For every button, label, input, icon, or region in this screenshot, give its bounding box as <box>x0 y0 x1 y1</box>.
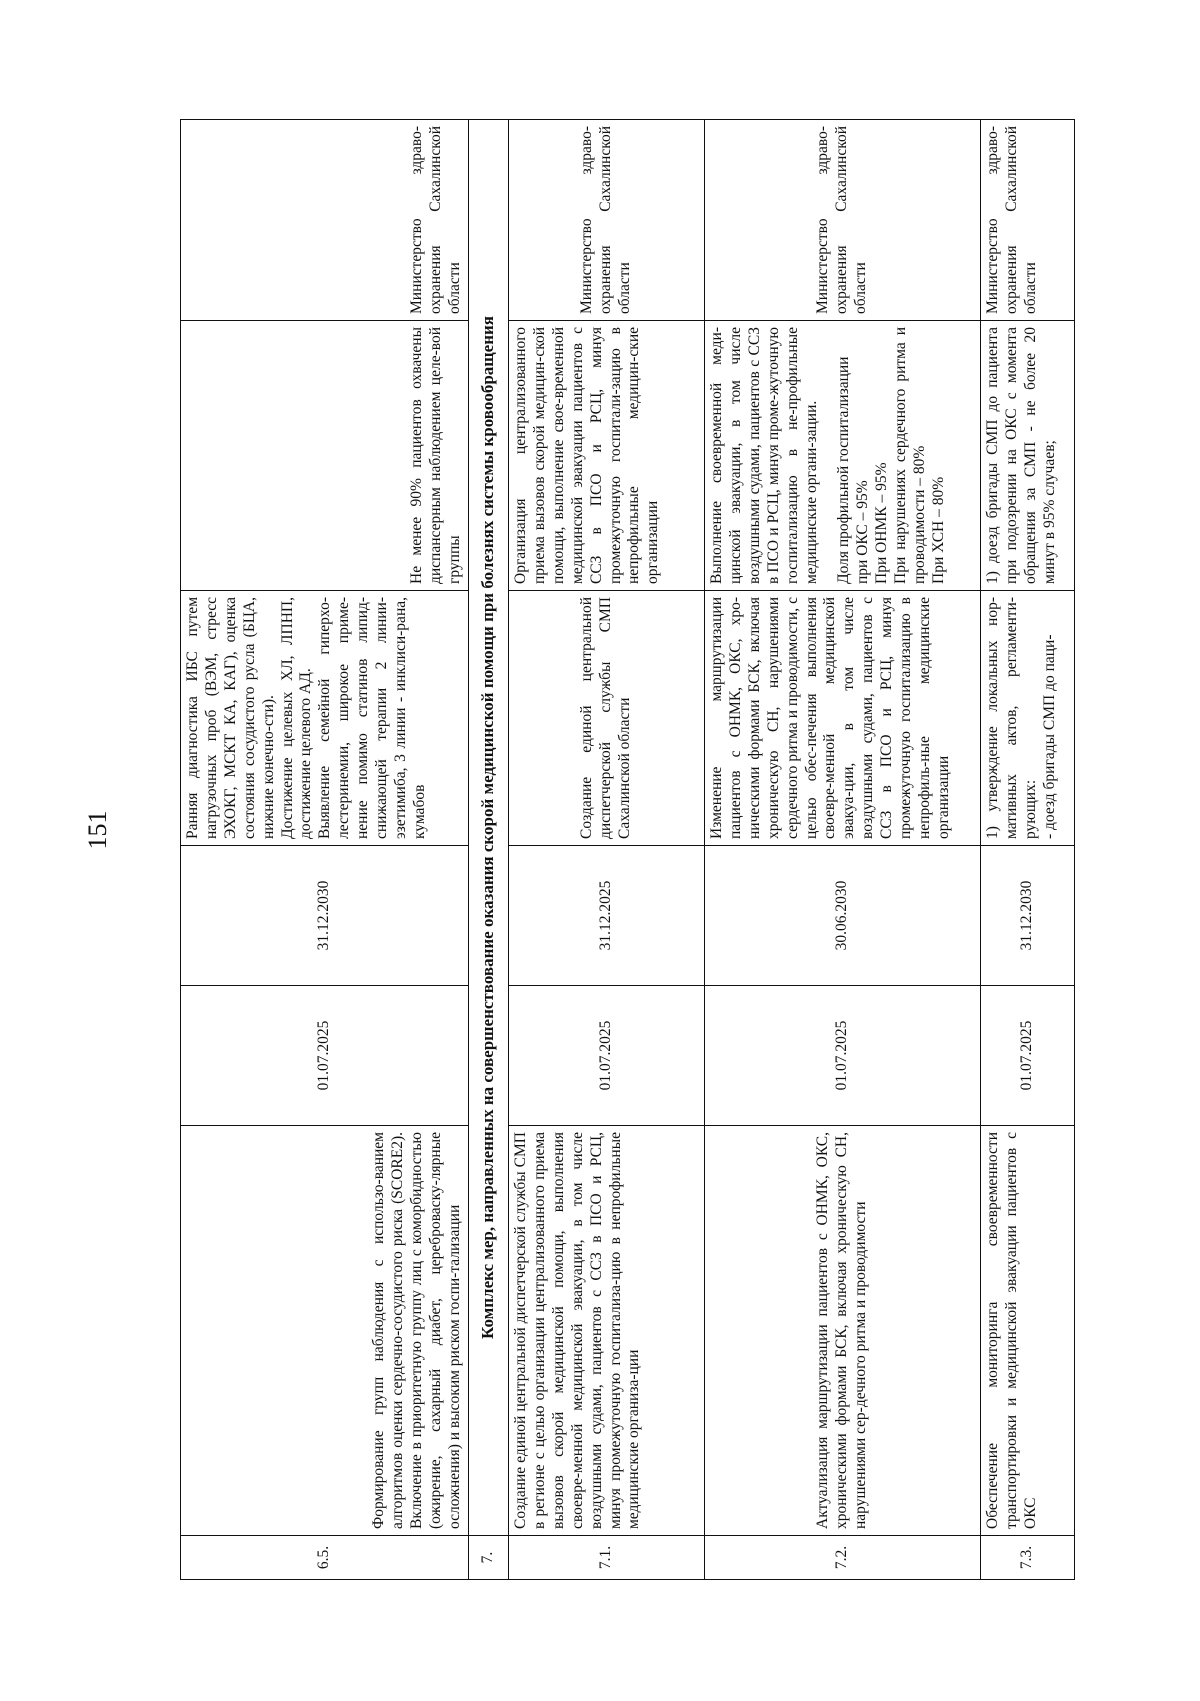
start-date: 01.07.2025 <box>181 986 469 1126</box>
row-number: 7.1. <box>509 1536 705 1580</box>
section-title: Комплекс мер, направленных на совершенствование оказания скорой медицинской помощи при болезнях системы кровообращения <box>469 120 509 1536</box>
page-number: 151 <box>83 810 112 850</box>
result-cell: Изменение маршрутизации пациентов с ОНМК, ОКС, хро-ническими формами БСК, включая хроническую СН, нарушениями сердечного ритма и проводимости, с целью обес-печения выполнения своевре-менной медицинской эвакуа-ции, в том числе воздушными судами, пациентов с ССЗ в ПСО и РСЦ, минуя промежуточную госпитализацию в непрофиль-ные медицинские организации <box>705 591 981 846</box>
indicator-cell: 1) доезд бригады СМП до пациента при подозрении на ОКС с момента обращения за СМП - не более 20 минут в 95% случаев; <box>981 321 1075 591</box>
start-date: 01.07.2025 <box>705 986 981 1126</box>
table-row-6-5 <box>181 120 469 1580</box>
indicator-cell: Не менее 90% пациентов охвачены диспансерным наблюдением целе-вой группы <box>181 321 469 591</box>
indicator-line: при ОКС – 95% <box>854 480 872 584</box>
measure-cell: Обеспечение мониторинга своевременности транспортировки и медицинской эвакуации пациентов с ОКС <box>981 1126 1075 1536</box>
start-date: 01.07.2025 <box>509 986 705 1126</box>
measures-table <box>180 119 1075 1580</box>
result-line: Выявление семейной гиперхо-лестеринемии, широкое приме-нение помимо статинов липид-снижающей терапии 2 линии-эзетимиба, 3 линии - инклиси-рана, кумабов <box>316 597 428 839</box>
table-row-7-2 <box>705 120 981 1580</box>
end-date: 30.06.2030 <box>705 846 981 986</box>
result-line: Достижение целевых ХЛ, ЛПНП, достижение целевого АД. <box>278 597 315 839</box>
rotated-table-container <box>180 120 1074 1580</box>
row-number: 7.3. <box>981 1536 1075 1580</box>
responsible-cell: Министерство здраво-охранения Сахалинской области <box>181 120 469 321</box>
responsible-cell: Министерство здраво-охранения Сахалинской области <box>509 120 705 321</box>
table-row-7-1 <box>509 120 705 1580</box>
indicator-line: При ХСН – 80% <box>929 476 947 584</box>
responsible-cell: Министерство здраво-охранения Сахалинской области <box>705 120 981 321</box>
indicator-line: При нарушениях сердечного ритма и проводимости – 80% <box>892 327 929 584</box>
section-number: 7. <box>469 1536 509 1580</box>
responsible-cell: Министерство здраво-охранения Сахалинской области <box>981 120 1075 321</box>
result-line: Ранняя диагностика ИБС путем нагрузочных проб (ВЭМ, стресс ЭХОКГ, МСКТ КА, КАГ), оценка состояния сосудистого русла (БЦА, нижние конечно-сти). <box>184 597 277 839</box>
indicator-line: Доля профильной госпитализации <box>835 356 853 584</box>
row-number: 7.2. <box>705 1536 981 1580</box>
indicator-line: При ОНМК – 95% <box>873 462 891 584</box>
indicator-cell: Организация централизованного приема вызовов скорой медицин-ской помощи, выполнение свое-временной медицинской эвакуации пациентов с ССЗ в ПСО и РСЦ, минуя промежуточную госпитали-зацию в непрофильные медицин-ские организации <box>509 321 705 591</box>
section-row-7 <box>469 120 509 1580</box>
indicator-line: Выполнение своевременной меди-цинской эвакуации, в том числе воздушными судами, пациентов с ССЗ в ПСО и РСЦ, минуя проме-жуточную госпитализацию в не-профильные медицинские органи-зации. <box>708 327 820 584</box>
row-number: 6.5. <box>181 1536 469 1580</box>
start-date: 01.07.2025 <box>981 986 1075 1126</box>
measure-cell: Создание единой центральной диспетчерской службы СМП в регионе с целью организации централизованного приема вызовов скорой медицинской помощи, выполнения своевре-менной медицинской эвакуации, в том числе воздушными судами, пациентов с ССЗ в ПСО и РСЦ, минуя промежуточную госпитализа-цию в непрофильные медицинские организа-ции <box>509 1126 705 1536</box>
measure-cell: Актуализация маршрутизации пациентов с ОНМК, ОКС, хроническими формами БСК, включая хроническую СН, нарушениями сер-дечного ритма и проводимости <box>705 1126 981 1536</box>
end-date: 31.12.2025 <box>509 846 705 986</box>
result-cell: 1) утверждение локальных нор-мативных актов, регламенти-рующих: - доезд бригады СМП до паци- <box>981 591 1075 846</box>
table-row-7-3 <box>981 120 1075 1580</box>
end-date: 31.12.2030 <box>981 846 1075 986</box>
end-date: 31.12.2030 <box>181 846 469 986</box>
measure-cell: Формирование групп наблюдения с использо-ванием алгоритмов оценки сердечно-сосудистого риска (SCORE2). Включение в приоритетную группу лиц с коморбидностью (ожирение, сахарный диабет, цереброваску-лярные осложнения) и высоким риском госпи-тализации <box>181 1126 469 1536</box>
result-cell: Создание единой центральной диспетчерской службы СМП Сахалинской области <box>509 591 705 846</box>
indicator-cell <box>705 321 981 591</box>
result-cell <box>181 591 469 846</box>
